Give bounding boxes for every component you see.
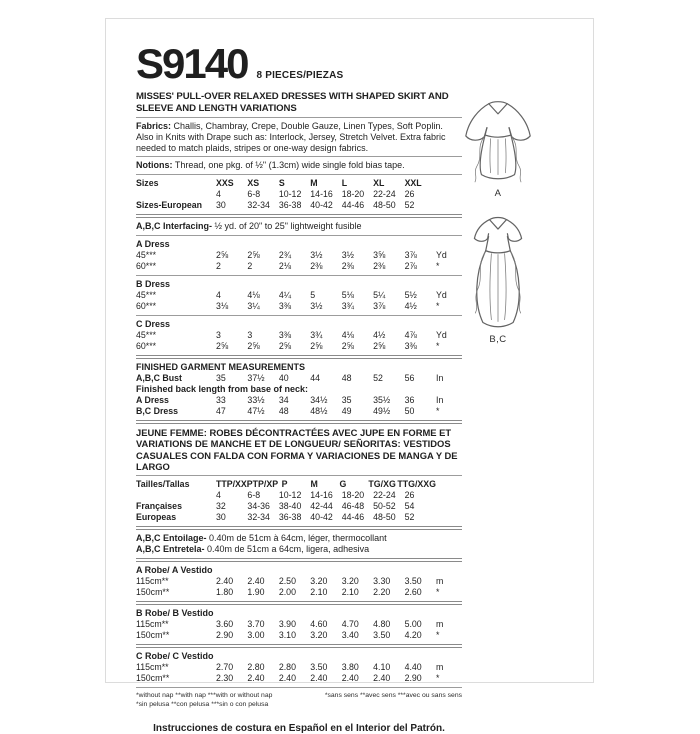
cell: XXS — [216, 178, 234, 189]
dress-a-illustration — [452, 97, 544, 185]
cell — [436, 490, 462, 501]
c-dress-title: C Dress — [136, 318, 171, 329]
divider — [136, 315, 462, 316]
cell: 3.00 — [247, 629, 265, 640]
cell: 3.50 — [373, 629, 391, 640]
cell: 50-52 — [373, 501, 396, 512]
cell: 14-16 — [310, 189, 333, 200]
cell: * — [436, 260, 440, 271]
cell: 10-12 — [278, 189, 302, 200]
pattern-envelope-back — [105, 18, 594, 734]
garment-illustrations — [438, 97, 558, 345]
divider — [136, 601, 462, 605]
cell: 4 — [216, 289, 221, 300]
b-robe-title: B Robe/ B Vestido — [136, 607, 214, 618]
cell: 22-24 — [373, 189, 396, 200]
cell: 30 — [216, 512, 226, 523]
cell: 3⅞ — [404, 249, 417, 260]
cell: 3⅞ — [373, 300, 386, 311]
cell: 2.10 — [341, 586, 359, 597]
cell: 45*** — [136, 329, 157, 340]
cell: 3.60 — [216, 618, 234, 629]
cell: * — [436, 405, 440, 416]
cell: 2.80 — [278, 661, 296, 672]
cell: B,C Dress — [136, 405, 179, 416]
cell: 32-34 — [247, 512, 270, 523]
cell: 3.20 — [310, 629, 328, 640]
sizes-numeric-row — [136, 189, 462, 200]
a-robe-title: A Robe/ A Vestido — [136, 564, 213, 575]
notions-paragraph — [136, 160, 462, 171]
cell: 4.40 — [404, 661, 422, 672]
cell: 3¼ — [247, 300, 260, 311]
cell: Sizes-European — [136, 200, 202, 211]
cell: 115cm** — [136, 618, 169, 629]
cell: 2.90 — [216, 629, 234, 640]
sizes-european-row — [136, 200, 462, 211]
cell: M — [310, 178, 318, 189]
notions-text: Thread, one pkg. of ½" (1.3cm) wide single fold bias tape. — [172, 160, 405, 171]
a-dress-60-row — [136, 261, 462, 272]
cell: 3 — [216, 329, 221, 340]
cell: 3.90 — [278, 618, 296, 629]
cell: 3¾ — [310, 329, 323, 340]
pieces-count: 8 PIECES/PIEZAS — [256, 70, 344, 81]
tailles-numeric-row — [136, 490, 462, 501]
cell: 3½ — [310, 249, 323, 260]
cell: TTP/XXP — [216, 479, 253, 490]
cell: 2⅝ — [247, 249, 260, 260]
cell: 2.40 — [373, 672, 391, 683]
divider — [136, 687, 462, 688]
cell: 52 — [404, 200, 415, 211]
a-dress-title: A Dress — [136, 238, 170, 249]
cell: 18-20 — [341, 189, 365, 200]
nap-footnotes-row — [136, 691, 462, 700]
entoilage-label: A,B,C Entoilage- — [136, 533, 207, 544]
interfacing-line — [136, 221, 462, 232]
interfacing-text: ½ yd. of 20" to 25" lightweight fusible — [212, 221, 362, 232]
cell: 2¾ — [278, 249, 292, 260]
divider — [136, 174, 462, 175]
divider — [136, 420, 462, 424]
cell: 2.40 — [310, 672, 328, 683]
cell: 115cm** — [136, 575, 169, 586]
cell: 4 — [216, 490, 221, 501]
cell: 48 — [341, 372, 352, 383]
view-bc-label: B,C — [489, 334, 507, 345]
cell: A Dress — [136, 394, 169, 405]
cell: 60*** — [136, 340, 157, 351]
cell: 2⅞ — [404, 260, 417, 271]
cell: 4¼ — [278, 289, 292, 300]
cell: * — [436, 586, 440, 597]
cell: 56 — [404, 372, 415, 383]
entoilage-text: 0.40m de 51cm à 64cm, léger, thermocollant — [206, 533, 387, 544]
cell: 3¾ — [341, 300, 354, 311]
divider — [136, 214, 462, 218]
cell: 47 — [216, 405, 226, 416]
cell: * — [436, 672, 440, 683]
cell: 2⅝ — [341, 340, 354, 351]
cell: 3.20 — [310, 575, 328, 586]
cell: 60*** — [136, 260, 157, 271]
cell: XL — [373, 178, 385, 189]
cell: 36 — [404, 394, 415, 405]
cell: In — [436, 394, 444, 405]
cell: 36-38 — [278, 512, 302, 523]
bust-row — [136, 373, 462, 384]
view-a-figure — [452, 97, 544, 199]
cell: 4.70 — [341, 618, 359, 629]
fabrics-paragraph — [136, 121, 462, 153]
cell: 52 — [404, 512, 415, 523]
nap-footnote-en: *without nap **with nap ***with or without nap — [136, 691, 273, 699]
cell: * — [436, 300, 440, 311]
cell: XS — [247, 178, 260, 189]
cell: 1.80 — [216, 586, 234, 597]
cell — [436, 512, 462, 523]
cell: 2.00 — [278, 586, 296, 597]
cell: m — [436, 661, 444, 672]
cell: 3⅜ — [404, 340, 417, 351]
cell: m — [436, 618, 444, 629]
cell: 5½ — [404, 289, 417, 300]
divider — [136, 558, 462, 562]
cell: 2⅝ — [310, 340, 323, 351]
cell: 2.80 — [247, 661, 265, 672]
b-robe-150-row — [136, 630, 462, 641]
cell: 3⅜ — [278, 300, 292, 311]
cell: 35 — [341, 394, 352, 405]
cell: 2.60 — [404, 586, 422, 597]
cell: 4½ — [404, 300, 417, 311]
c-dress-45-row — [136, 330, 462, 341]
cell: 48-50 — [373, 200, 396, 211]
c-dress-60-row — [136, 341, 462, 352]
cell: 40 — [278, 372, 289, 383]
cell: 33½ — [247, 394, 265, 405]
cell: 2 — [247, 260, 253, 271]
cell: 5 — [310, 289, 316, 300]
cell: 2⅝ — [247, 340, 260, 351]
cell: 2⅝ — [216, 340, 229, 351]
cell: TP/XP — [252, 479, 279, 490]
cell: 6-8 — [247, 490, 261, 501]
cell: 150cm** — [136, 629, 170, 640]
french-spanish-heading: JEUNE FEMME: ROBES DÉCONTRACTÉES AVEC JUPE EN FORME ET VARIATIONS DE MANCHE ET DE LONGUEUR/ SEÑORITAS: VESTIDOS CASUALES CON FALDA CON FORMA Y VARIACIONES DE MANGA Y DE LARGO — [136, 426, 458, 472]
b-robe-115-row — [136, 619, 462, 630]
cell: 4 — [216, 189, 221, 200]
cell: 10-12 — [278, 490, 302, 501]
cell: Yd — [436, 329, 447, 340]
cell: 4.60 — [310, 618, 328, 629]
interfacing-label: A,B,C Interfacing- — [136, 221, 213, 232]
cell: 5¼ — [373, 289, 386, 300]
b-dress-45-row — [136, 290, 462, 301]
cell: 48-50 — [373, 512, 396, 523]
cell: 3.50 — [310, 661, 328, 672]
cell: In — [436, 372, 444, 383]
title-block — [136, 40, 462, 87]
cell: 2⅛ — [278, 260, 292, 271]
cell: 45*** — [136, 249, 157, 260]
cell: 2⅝ — [278, 340, 292, 351]
cell: L — [341, 178, 348, 189]
cell: 2⅜ — [373, 260, 386, 271]
cell: 2.40 — [216, 575, 234, 586]
cell: 3.50 — [404, 575, 422, 586]
cell: 3½ — [341, 249, 354, 260]
cell: 49½ — [373, 405, 391, 416]
cell: 32-34 — [247, 200, 270, 211]
cell: 3⅝ — [373, 249, 386, 260]
cell — [136, 490, 216, 501]
cell: 3.80 — [341, 661, 359, 672]
tailles-europeas-row — [136, 512, 462, 523]
cell: XXL — [404, 178, 422, 189]
cell: 60*** — [136, 300, 157, 311]
cell: 36-38 — [278, 200, 302, 211]
cell: 3⅜ — [278, 329, 292, 340]
divider — [136, 156, 462, 157]
c-robe-title: C Robe/ C Vestido — [136, 650, 214, 661]
tailles-francaises-row — [136, 501, 462, 512]
fabrics-label: Fabrics: — [136, 121, 172, 131]
cell: 150cm** — [136, 672, 170, 683]
cell: 34 — [278, 394, 289, 405]
cell: 2.40 — [278, 672, 296, 683]
cell: 3⅛ — [216, 300, 229, 311]
tailles-header-row — [136, 479, 462, 490]
a-robe-150-row — [136, 587, 462, 598]
spanish-instructions-note: Instrucciones de costura en Español en el Interior del Patrón. — [153, 722, 445, 734]
cell: 42-44 — [310, 501, 333, 512]
cell: 30 — [216, 200, 226, 211]
cell: 3 — [247, 329, 253, 340]
main-text-column — [136, 40, 462, 734]
cell: 26 — [404, 490, 415, 501]
nap-footnote-es: *sin pelusa **con pelusa ***sin o con pelusa — [136, 700, 269, 708]
cell: M — [310, 479, 318, 490]
cell: 44 — [310, 372, 321, 383]
cell: 2⅜ — [310, 260, 323, 271]
entretela-text: 0.40m de 51cm a 64cm, ligera, adhesiva — [204, 543, 370, 554]
c-robe-150-row — [136, 673, 462, 684]
sizes-header-row — [136, 178, 462, 189]
cell: 4½ — [373, 329, 386, 340]
cell: 37½ — [247, 372, 265, 383]
cell — [436, 479, 462, 490]
divider — [136, 235, 462, 236]
back-length-label: Finished back length from base of neck: — [136, 383, 309, 394]
pattern-description: MISSES' PULL-OVER RELAXED DRESSES WITH SHAPED SKIRT AND SLEEVE AND LENGTH VARIATIONS — [136, 91, 449, 114]
cell: 6-8 — [247, 189, 261, 200]
cell: * — [436, 340, 440, 351]
cell: 4.10 — [373, 661, 391, 672]
fabrics-text: Challis, Chambray, Crepe, Double Gauze, Linen Types, Soft Poplin. Also in Knits with Drape such as: Interlock, Jersey, Stretch Velvet. Extra fabric needed to match plaids, stripes or one-way design fabrics. — [136, 121, 446, 153]
cell: 4⅛ — [247, 289, 260, 300]
cell: 46-48 — [341, 501, 365, 512]
cell: 5⅛ — [341, 289, 354, 300]
cell: 2.90 — [404, 672, 422, 683]
cell: 50 — [404, 405, 415, 416]
cell: Françaises — [136, 501, 182, 512]
entretela-line — [136, 544, 462, 555]
cell: 2 — [216, 260, 221, 271]
cell: 45*** — [136, 289, 157, 300]
entoilage-line — [136, 533, 462, 544]
cell: 2.70 — [216, 661, 234, 672]
view-bc-figure — [450, 213, 546, 345]
b-dress-60-row — [136, 301, 462, 312]
c-robe-115-row — [136, 662, 462, 673]
cell: Tailles/Tallas — [136, 479, 190, 490]
cell: * — [436, 629, 440, 640]
cell: 2.10 — [310, 586, 328, 597]
cell: 2.50 — [278, 575, 296, 586]
cell: P — [281, 479, 288, 490]
divider — [136, 275, 462, 276]
cell: 18-20 — [341, 490, 365, 501]
cell: 32 — [216, 501, 226, 512]
cell: 2⅝ — [373, 340, 386, 351]
cell: 3.20 — [341, 575, 359, 586]
view-a-label: A — [494, 188, 502, 199]
cell: A,B,C Bust — [136, 372, 182, 383]
divider — [136, 526, 462, 530]
cell: 2.40 — [247, 575, 265, 586]
cell: Yd — [436, 289, 447, 300]
b-dress-title: B Dress — [136, 278, 171, 289]
cell: 4.80 — [373, 618, 391, 629]
divider — [136, 355, 462, 359]
cell: m — [436, 575, 444, 586]
cell: 150cm** — [136, 586, 170, 597]
cell: 3.40 — [341, 629, 359, 640]
pattern-number: S9140 — [136, 40, 248, 87]
cell: 4⅞ — [404, 329, 417, 340]
cell: S — [278, 178, 285, 189]
cell: 52 — [373, 372, 383, 383]
cell: Sizes — [136, 178, 159, 189]
cell: 5.00 — [404, 618, 422, 629]
divider — [136, 644, 462, 648]
cell: 35½ — [373, 394, 391, 405]
cell: 47½ — [247, 405, 265, 416]
notions-label: Notions: — [136, 160, 173, 171]
cell: 2.40 — [247, 672, 265, 683]
entretela-label: A,B,C Entretela- — [136, 543, 205, 554]
cell: 44-46 — [341, 200, 365, 211]
cell: 26 — [404, 189, 415, 200]
cell: 3.10 — [278, 629, 296, 640]
dress-bc-illustration — [450, 213, 546, 331]
nap-footnote-fr: *sans sens **avec sens ***avec ou sans sens — [324, 691, 462, 699]
cell: 14-16 — [310, 490, 333, 501]
cell: G — [339, 479, 347, 490]
cell: 48 — [278, 405, 289, 416]
cell: 54 — [404, 501, 415, 512]
divider — [136, 475, 462, 476]
cell: 40-42 — [310, 512, 333, 523]
cell: 2⅝ — [216, 249, 229, 260]
cell: 2.30 — [216, 672, 234, 683]
cell: 40-42 — [310, 200, 333, 211]
finished-measurements-title: FINISHED GARMENT MEASUREMENTS — [136, 361, 306, 372]
cell: 44-46 — [341, 512, 365, 523]
cell: 2.20 — [373, 586, 391, 597]
cell: 2⅜ — [341, 260, 354, 271]
cell: 4⅛ — [341, 329, 354, 340]
cell: 22-24 — [373, 490, 396, 501]
cell: Yd — [436, 249, 447, 260]
cell: 49 — [341, 405, 352, 416]
cell: Europeas — [136, 512, 177, 523]
a-dress-45-row — [136, 250, 462, 261]
cell: TTG/XXG — [397, 479, 436, 490]
cell: 3.30 — [373, 575, 391, 586]
cell: 3½ — [310, 300, 323, 311]
cell: 115cm** — [136, 661, 169, 672]
cell: 35 — [216, 372, 226, 383]
cell: 2.40 — [341, 672, 359, 683]
cell: 4.20 — [404, 629, 422, 640]
cell: 34½ — [310, 394, 328, 405]
cell: 34-36 — [247, 501, 270, 512]
cell — [436, 501, 462, 512]
bc-back-length-row — [136, 406, 462, 417]
cell: 33 — [216, 394, 226, 405]
cell: TG/XG — [368, 479, 396, 490]
a-back-length-row — [136, 395, 462, 406]
cell — [136, 189, 216, 200]
cell: 48½ — [310, 405, 328, 416]
cell: 3.70 — [247, 618, 265, 629]
cell: 38-40 — [278, 501, 302, 512]
a-robe-115-row — [136, 576, 462, 587]
divider — [136, 117, 462, 118]
cell: 1.90 — [247, 586, 265, 597]
